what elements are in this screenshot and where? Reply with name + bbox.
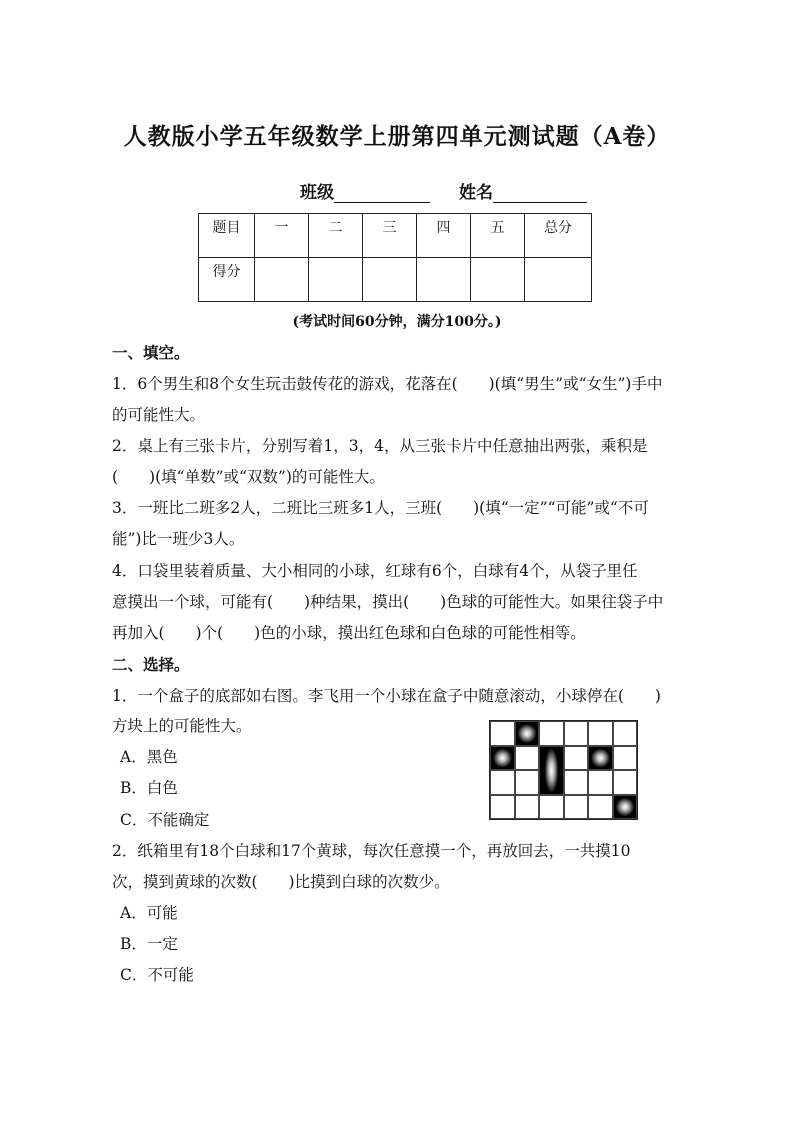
question-line: 的可能性大。 (112, 406, 206, 424)
white-cell (539, 795, 564, 820)
score-table-header: 总分 (525, 214, 592, 258)
class-blank[interactable] (334, 183, 430, 203)
question-line: 方块上的可能性大。 (112, 717, 252, 735)
score-table-header: 题目 (199, 214, 255, 258)
black-tall-cell (539, 746, 564, 795)
question-line: 1．一个盒子的底部如右图。李飞用一个小球在盒子中随意滚动，小球停在( ) (112, 687, 661, 705)
score-cell[interactable] (363, 258, 417, 302)
score-table-header: 四 (417, 214, 471, 258)
white-cell (564, 795, 589, 820)
score-table-header-row (199, 214, 592, 258)
exam-note: (考试时间60分钟，满分100分。) (292, 314, 502, 330)
white-cell (564, 746, 589, 771)
question-line: 再加入( )个( )色的小球，摸出红色球和白色球的可能性相等。 (112, 624, 586, 642)
white-cell (490, 770, 515, 795)
white-cell (613, 770, 638, 795)
score-table-row (199, 258, 592, 302)
page-title: 人教版小学五年级数学上册第四单元测试题（A卷） (123, 123, 671, 150)
white-cell (613, 721, 638, 746)
black-cell (588, 746, 613, 771)
question-line: 2．桌上有三张卡片，分别写着1，3，4，从三张卡片中任意抽出两张，乘积是 (112, 437, 648, 455)
white-cell (539, 721, 564, 746)
score-cell[interactable] (417, 258, 471, 302)
question-line: ( )(填“单数”或“双数”)的可能性大。 (112, 468, 385, 486)
score-table-header: 一 (255, 214, 309, 258)
score-cell[interactable] (471, 258, 525, 302)
black-cell (613, 795, 638, 820)
white-cell (588, 770, 613, 795)
white-cell (588, 795, 613, 820)
score-cell[interactable] (309, 258, 363, 302)
question-line: 1．6个男生和8个女生玩击鼓传花的游戏，花落在( )(填“男生”或“女生”)手中 (112, 375, 663, 393)
name-blank[interactable] (493, 183, 587, 203)
white-cell (515, 746, 540, 771)
question-line: 4．口袋里装着质量、大小相同的小球，红球有6个，白球有4个，从袋子里任 (112, 562, 638, 580)
question-line: 能”)比一班少3人。 (112, 530, 245, 548)
white-cell (490, 721, 515, 746)
white-cell (564, 770, 589, 795)
white-cell (515, 795, 540, 820)
white-cell (490, 795, 515, 820)
question-line: 3．一班比二班多2人，二班比三班多1人，三班( )(填“一定”“可能”或“不可 (112, 499, 649, 517)
score-cell[interactable] (255, 258, 309, 302)
white-cell (613, 746, 638, 771)
name-field (459, 178, 587, 203)
option-c[interactable]: C．不能确定 (120, 811, 210, 829)
score-table-header: 三 (363, 214, 417, 258)
option-c[interactable]: C．不可能 (120, 966, 194, 984)
box-bottom-grid-figure (489, 720, 638, 820)
class-label: 班级 (300, 183, 334, 203)
class-field (300, 178, 430, 203)
question-line: 意摸出一个球，可能有( )种结果，摸出( )色球的可能性大。如果往袋子中 (112, 593, 664, 611)
black-cell (490, 746, 515, 771)
option-a[interactable]: A．黑色 (120, 748, 178, 766)
section-heading-fill: 一、填空。 (112, 343, 190, 362)
black-cell (515, 721, 540, 746)
score-table-header: 五 (471, 214, 525, 258)
white-cell (564, 721, 589, 746)
score-cell[interactable] (525, 258, 592, 302)
score-table-header: 二 (309, 214, 363, 258)
section-heading-choice: 二、选择。 (112, 655, 190, 674)
question-line: 次，摸到黄球的次数( )比摸到白球的次数少。 (112, 873, 450, 891)
score-table (198, 213, 592, 302)
question-line: 2．纸箱里有18个白球和17个黄球，每次任意摸一个，再放回去，一共摸10 (112, 842, 631, 860)
option-b[interactable]: B．白色 (120, 779, 178, 797)
white-cell (588, 721, 613, 746)
white-cell (515, 770, 540, 795)
option-a[interactable]: A．可能 (120, 904, 178, 922)
option-b[interactable]: B．一定 (120, 935, 178, 953)
score-row-label: 得分 (199, 258, 255, 302)
name-label: 姓名 (459, 183, 493, 203)
